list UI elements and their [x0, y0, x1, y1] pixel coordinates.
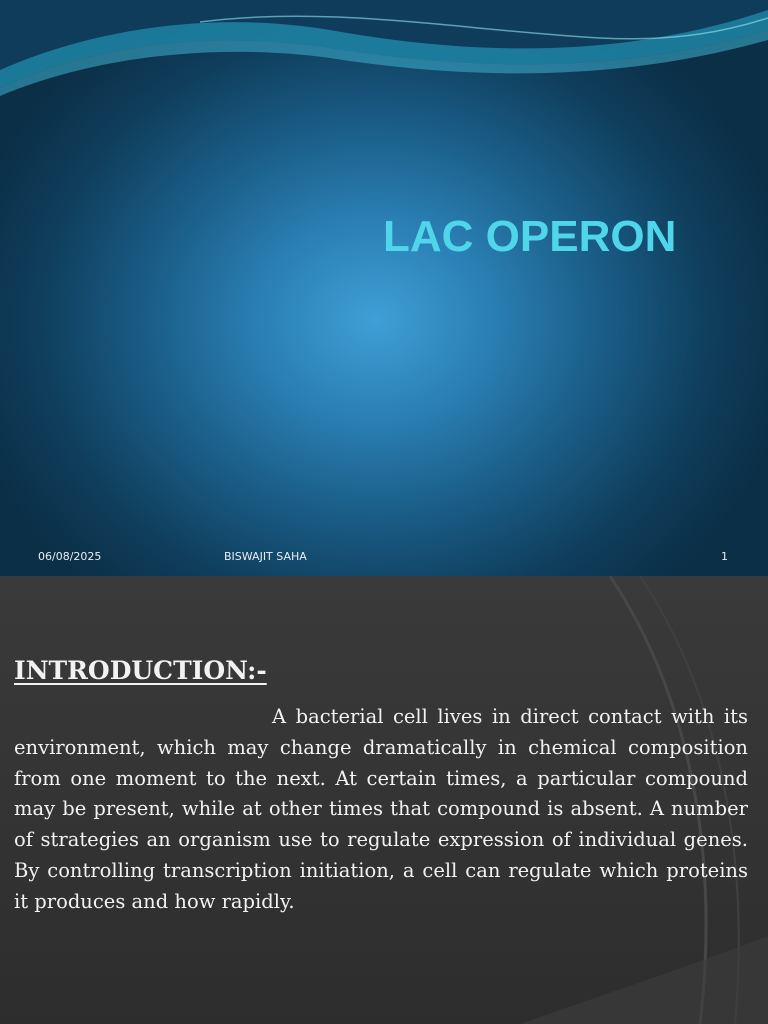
- section-heading: INTRODUCTION:-: [14, 656, 267, 685]
- footer-date: 06/08/2025: [38, 550, 102, 563]
- decorative-waves: [0, 0, 768, 100]
- footer-author: BISWAJIT SAHA: [224, 550, 307, 563]
- footer-page-number: 1: [721, 550, 728, 563]
- introduction-text: A bacterial cell lives in direct contact with its environment, which may change dramatically in chemical composition from one moment to the next. At certain times, a particular compound may be present, while at other times that compound is absent. A number of strategies an organism use to regulate expression of individual genes. By controlling transcription initiation, a cell can regulate which proteins it produces and how rapidly.: [14, 705, 748, 913]
- slide-title: LAC OPERON: [383, 212, 677, 261]
- introduction-paragraph: [14, 702, 748, 918]
- introduction-slide: [0, 576, 768, 1024]
